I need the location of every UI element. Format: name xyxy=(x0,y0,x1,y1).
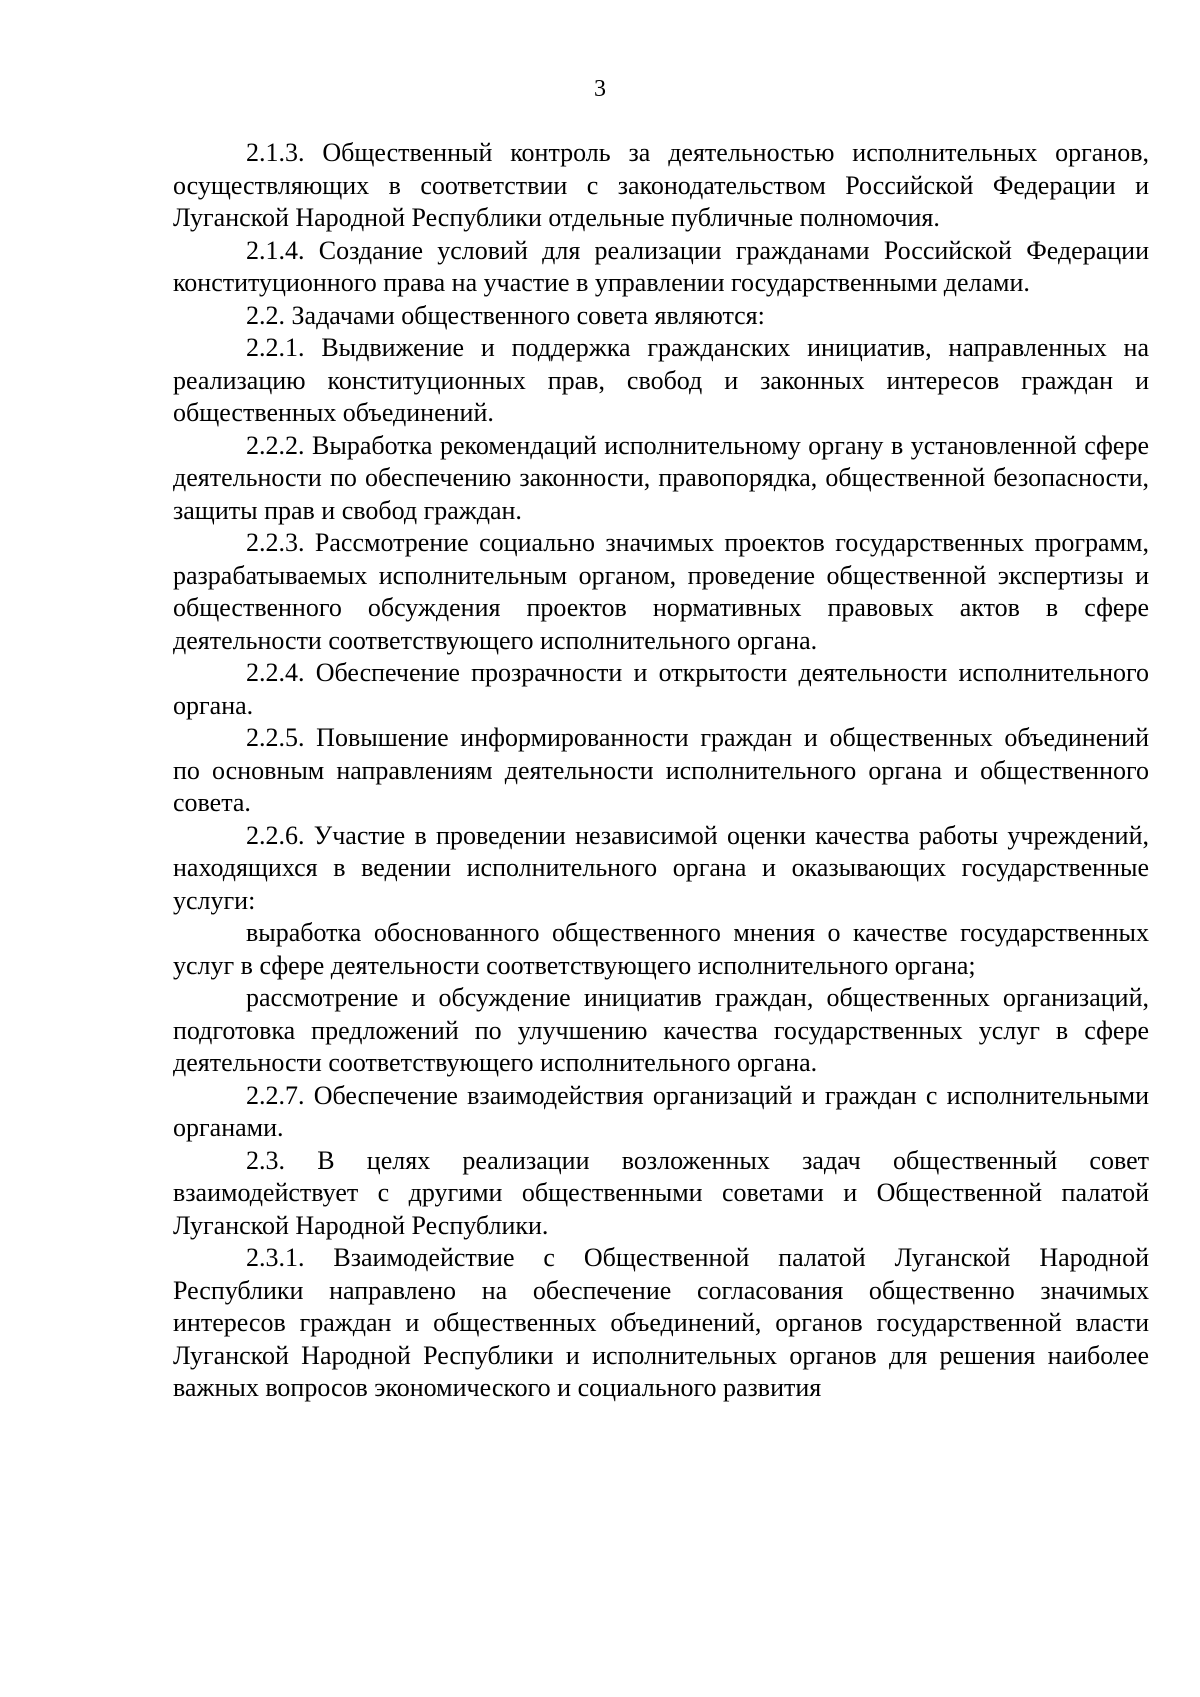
paragraph-2-2-6-item-2: рассмотрение и обсуждение инициатив граждан, общественных организаций, подготовка предложений по улучшению качества государственных услуг в сфере деятельности соответствующего исполнительного органа. xyxy=(173,983,1149,1077)
paragraph-2-1-3: 2.1.3. Общественный контроль за деятельностью исполнительных органов, осуществляющих в соответствии с законодательством Российской Федерации и Луганской Народной Республики отдельные публичные полномочия. xyxy=(173,138,1149,232)
paragraph-2-2-5: 2.2.5. Повышение информированности граждан и общественных объединений по основным направлениям деятельности исполнительного органа и общественного совета. xyxy=(173,723,1149,817)
paragraph-2-2-1: 2.2.1. Выдвижение и поддержка гражданских инициатив, направленных на реализацию конституционных прав, свобод и законных интересов граждан и общественных объединений. xyxy=(173,333,1149,427)
paragraph-2-2-6-item-1: выработка обоснованного общественного мнения о качестве государственных услуг в сфере деятельности соответствующего исполнительного органа; xyxy=(173,918,1149,980)
page-number: 3 xyxy=(594,76,606,102)
paragraph-2-2-6: 2.2.6. Участие в проведении независимой оценки качества работы учреждений, находящихся в ведении исполнительного органа и оказывающих государственные услуги: xyxy=(173,820,1149,915)
paragraph-2-2-7: 2.2.7. Обеспечение взаимодействия организаций и граждан с исполнительными органами. xyxy=(173,1080,1149,1142)
paragraph-2-3-1: 2.3.1. Взаимодействие с Общественной палатой Луганской Народной Республики направлено на обеспечение согласования общественно значимых интересов граждан и общественных объединений, органов государственной власти Луганской Народной Республики и исполнительных органов для решения наиболее важных вопросов экономического и социального развития xyxy=(173,1243,1149,1402)
paragraph-2-1-4: 2.1.4. Создание условий для реализации гражданами Российской Федерации конституционного права на участие в управлении государственными делами. xyxy=(173,235,1149,297)
paragraph-2-2-3: 2.2.3. Рассмотрение социально значимых проектов государственных программ, разрабатываемых исполнительным органом, проведение общественной экспертизы и общественного обсуждения проектов нормативных правовых актов в сфере деятельности соответствующего исполнительного органа. xyxy=(173,528,1149,655)
document-body xyxy=(173,137,1149,1405)
paragraph-2-2-2: 2.2.2. Выработка рекомендаций исполнительному органу в установленной сфере деятельности по обеспечению законности, правопорядка, общественной безопасности, защиты прав и свобод граждан. xyxy=(173,430,1149,525)
paragraph-2-2: 2.2. Задачами общественного совета являются: xyxy=(246,300,765,330)
paragraph-2-2-4: 2.2.4. Обеспечение прозрачности и открытости деятельности исполнительного органа. xyxy=(173,658,1149,720)
paragraph-2-3: 2.3. В целях реализации возложенных задач общественный совет взаимодействует с другими общественными советами и Общественной палатой Луганской Народной Республики. xyxy=(173,1145,1149,1240)
